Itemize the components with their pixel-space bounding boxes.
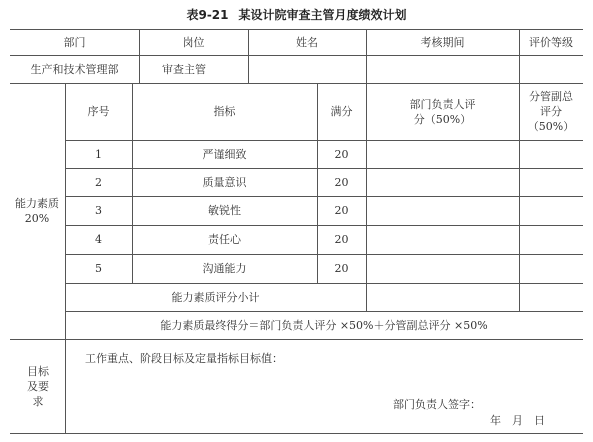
row-5-full: 20: [334, 262, 349, 275]
table-title-text: 某设计院审查主管月度绩效计划: [238, 8, 407, 22]
col-dept-score: 部门负责人评分（50%）: [409, 97, 476, 126]
col-vp-score: 分管副总评分（50%）: [527, 90, 575, 133]
name-value: [248, 55, 366, 83]
row-5-indicator: 沟通能力: [202, 262, 247, 275]
row-3-indicator: 敏锐性: [208, 204, 241, 217]
final-score-formula: 能力素质最终得分＝部门负责人评分 ×50%＋分管副总评分 ×50%: [160, 318, 488, 332]
position-value: 审查主管: [162, 62, 206, 76]
col-indicator: 指标: [213, 105, 236, 118]
rule-final-bottom: [10, 339, 583, 340]
header-name: 姓名: [296, 35, 318, 49]
goals-prompt: 工作重点、阶段目标及定量指标目标值：: [85, 352, 283, 365]
col-full: 满分: [330, 105, 353, 118]
header-grade: 评价等级: [529, 35, 573, 49]
subtotal-label: 能力素质评分小计: [171, 290, 260, 304]
row-4-no: 4: [95, 233, 102, 246]
row-1-full: 20: [334, 147, 349, 161]
header-period: 考核期间: [420, 35, 465, 49]
col-no: 序号: [87, 105, 110, 118]
row-3-no: 3: [95, 204, 102, 217]
header-position: 岗位: [182, 35, 205, 49]
row-2-full: 20: [334, 175, 349, 189]
dept-value: 生产和技术管理部: [30, 62, 119, 76]
rule-section-right-goals: [65, 339, 66, 433]
header-dept: 部门: [63, 35, 86, 49]
period-value: [366, 55, 519, 83]
rule-bottom: [10, 433, 583, 434]
row-4-indicator: 责任心: [208, 233, 241, 246]
row-2-indicator: 质量意识: [202, 175, 247, 189]
row-4-full: 20: [334, 233, 349, 246]
row-5-no: 5: [95, 262, 102, 275]
goals-section-label: 目标及要求: [27, 364, 49, 408]
row-2-no: 2: [95, 175, 102, 189]
ability-section-label: 能力素质20%: [15, 197, 59, 225]
row-1-indicator: 严谨细致: [202, 147, 247, 161]
grade-value: [519, 55, 583, 83]
table-number: 表9-21: [186, 8, 229, 22]
row-1-no: 1: [95, 147, 102, 161]
signature-label: 部门负责人签字：: [393, 398, 481, 411]
row-3-full: 20: [334, 204, 349, 217]
date-line: 年 月 日: [490, 414, 545, 427]
